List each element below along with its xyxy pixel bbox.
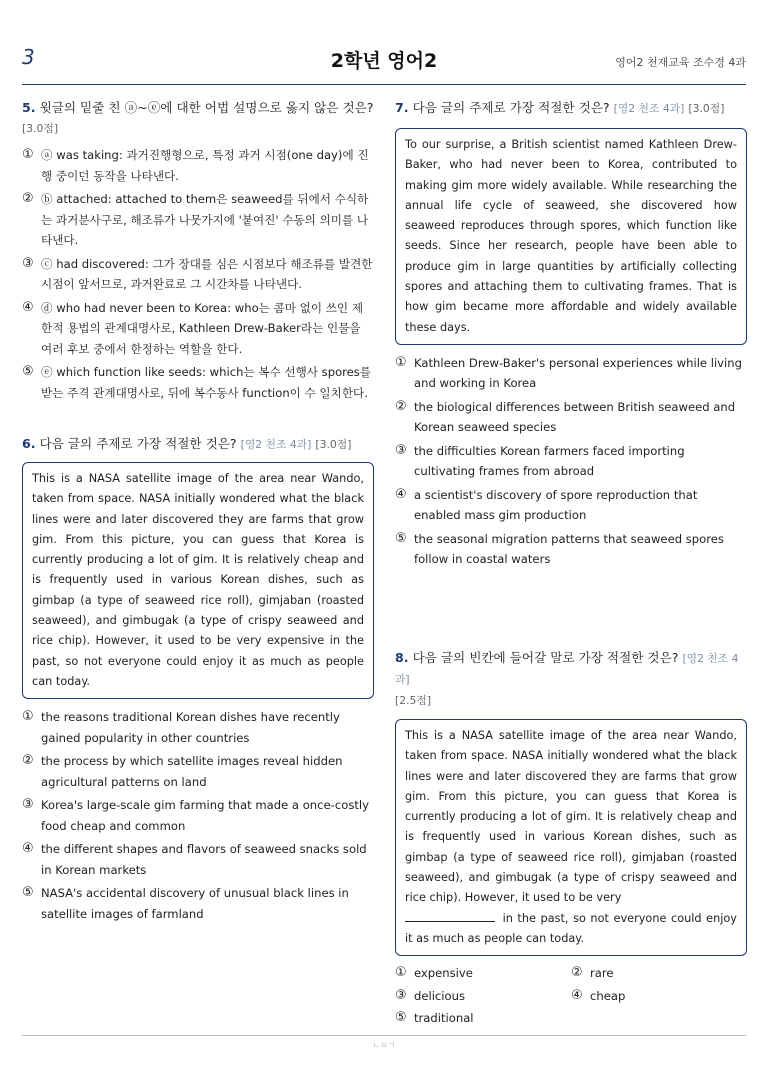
option-3[interactable] xyxy=(22,795,374,836)
passage-box: To our surprise, a British scientist named Kathleen Drew-Baker, who had never been to Korea, contributed to making gim more widely available. While researching the annual life cycle of seaweed, she discovered how seaweed reproduces through spores, which function like seeds. Since her research, people have been able to produce gim in large quantities by artificially collecting spores and attaching them to cultivating frames. That is how gim became more affordable and widely available these days. xyxy=(395,128,747,345)
option-text: ⓑ attached: attached to them은 seaweed를 뒤에서 수식하는 과거분사구로, 해조류가 나뭇가지에 '붙여진' 수동의 의미를 나타낸다. xyxy=(41,192,369,247)
footer-divider xyxy=(22,1035,746,1036)
option-marker: ④ xyxy=(22,299,34,315)
option-marker: ④ xyxy=(395,486,407,502)
question-text: 다음 글의 빈칸에 들어갈 말로 가장 적절한 것은? xyxy=(412,649,679,665)
question-6-title xyxy=(22,434,374,455)
option-1[interactable] xyxy=(22,145,374,186)
option-text: the process by which satellite images reveal hidden agricultural patterns on land xyxy=(41,754,343,789)
question-5-title xyxy=(22,98,374,118)
option-marker: ④ xyxy=(571,987,583,1003)
option-text: expensive xyxy=(414,966,473,981)
question-source: [영2 천조 4과] xyxy=(240,438,312,451)
question-points: [3.0점] xyxy=(22,122,59,135)
question-number: 5. xyxy=(22,100,36,115)
option-marker: ② xyxy=(22,753,34,769)
question-5 xyxy=(22,98,374,403)
option-marker: ② xyxy=(395,398,407,414)
option-text: ⓔ which function like seeds: which는 복수 선행사 spores를 받는 주격 관계대명사로, 뒤에 복수동사 function이 수 일치한다. xyxy=(41,365,372,400)
question-6 xyxy=(22,434,374,924)
question-text: 다음 글의 주제로 가장 적절한 것은? xyxy=(39,436,237,451)
passage-text-after: in the past, so not everyone could enjoy it as much as people can today. xyxy=(405,911,737,945)
option-text: traditional xyxy=(414,1011,474,1026)
option-marker: ① xyxy=(395,965,407,981)
question-7 xyxy=(395,98,747,570)
option-2[interactable] xyxy=(571,963,747,984)
option-marker: ③ xyxy=(22,255,34,271)
option-text: ⓓ who had never been to Korea: who는 콤마 없이 쓰인 제한적 용법의 관계대명사로, Kathleen Drew-Baker라는 인물을 여러 후보 중에서 한정하는 역할을 한다. xyxy=(41,300,364,356)
option-5[interactable] xyxy=(395,1008,571,1029)
passage-box xyxy=(395,719,747,956)
option-4[interactable] xyxy=(395,485,747,526)
option-5[interactable] xyxy=(22,883,374,924)
option-2[interactable] xyxy=(22,189,374,251)
page-title: 2학년 영어2 xyxy=(330,50,438,72)
option-5[interactable] xyxy=(395,529,747,570)
question-number: 7. xyxy=(395,100,409,115)
question-8 xyxy=(395,648,747,1029)
option-2[interactable] xyxy=(22,751,374,792)
option-marker: ⑤ xyxy=(395,1010,407,1026)
option-4[interactable] xyxy=(22,839,374,880)
option-marker: ⑤ xyxy=(22,885,34,901)
option-marker: ② xyxy=(22,191,34,206)
left-column xyxy=(22,98,374,924)
question-points: [3.0점] xyxy=(688,102,725,115)
question-7-title xyxy=(395,98,747,119)
right-column xyxy=(395,98,747,1029)
question-source: [영2 천조 4과] xyxy=(395,651,739,686)
option-text: delicious xyxy=(414,988,466,1003)
option-2[interactable] xyxy=(395,397,747,438)
option-4[interactable] xyxy=(571,986,747,1007)
page-subtitle: 영어2 천재교육 조수경 4과 xyxy=(615,56,746,69)
option-text: a scientist's discovery of spore reproduction that enabled mass gim production xyxy=(414,487,698,523)
option-text: cheap xyxy=(590,988,626,1003)
option-marker: ③ xyxy=(395,442,407,458)
option-3[interactable] xyxy=(395,441,747,482)
option-3[interactable] xyxy=(22,254,374,295)
option-marker: ③ xyxy=(395,987,407,1003)
option-text: ⓒ had discovered: 그가 장대를 심은 시점보다 해조류를 발견한 시점이 앞서므로, 과거완료로 그 시간차를 나타낸다. xyxy=(41,256,373,291)
option-text: the different shapes and flavors of seaweed snacks sold in Korean markets xyxy=(41,842,367,877)
option-text: the reasons traditional Korean dishes have recently gained popularity in other countries xyxy=(41,710,340,745)
question-8-title xyxy=(395,648,747,690)
option-marker: ① xyxy=(22,147,34,162)
question-points: [3.0점] xyxy=(315,438,352,451)
option-text: the seasonal migration patterns that seaweed spores follow in coastal waters xyxy=(414,531,724,567)
option-text: the biological differences between British seaweed and Korean seaweed species xyxy=(414,399,736,435)
answer-blank xyxy=(405,910,495,922)
passage-text-before: This is a NASA satellite image of the area near Wando, taken from space. NASA initially wondered what the black lines were and later discovered they are farms that grow gim. From this picture, you can guess that Korea is currently producing a lot of gim. It is relatively cheap and is frequently used in various Korean dishes, such as gimbap (a type of seaweed rice roll), gimjaban (roasted seaweed), and gimbugak (a type of crispy seaweed and rice chip). However, it used to be very xyxy=(405,728,737,905)
passage-box: This is a NASA satellite image of the area near Wando, taken from space. NASA initially wondered what the black lines were and later discovered they are farms that grow gim. From this picture, you can guess that Korea is currently producing a lot of gim. It is relatively cheap and is frequently used in various Korean dishes, such as gimbap (a type of seaweed rice roll), gimjaban (roasted seaweed), and gimbugak (a type of crispy seaweed and rice chip). However, it used to be very expensive in the past, so not everyone could enjoy it as much as people can today. xyxy=(22,462,374,699)
option-marker: ③ xyxy=(22,797,34,813)
footer-text: ㄴㅇㄱ xyxy=(372,1041,396,1050)
option-1[interactable] xyxy=(22,707,374,748)
option-4[interactable] xyxy=(22,298,374,360)
option-marker: ⑤ xyxy=(395,530,407,546)
question-points: [2.5점] xyxy=(395,693,432,707)
option-text: the difficulties Korean farmers faced importing cultivating frames from abroad xyxy=(414,443,685,479)
page-header xyxy=(0,0,768,88)
option-text: ⓐ was taking: 과거진행형으로, 특정 과거 시점(one day)에 진행 중이던 동작을 나타낸다. xyxy=(41,148,369,183)
question-source: [영2 천조 4과] xyxy=(613,102,685,115)
option-text: NASA's accidental discovery of unusual black lines in satellite images of farmland xyxy=(41,886,349,921)
option-marker: ① xyxy=(22,709,34,725)
question-text: 윗글의 밑줄 친 ⓐ~ⓔ에 대한 어법 설명으로 옳지 않은 것은? xyxy=(39,100,374,115)
question-text: 다음 글의 주제로 가장 적절한 것은? xyxy=(412,100,610,115)
option-1[interactable] xyxy=(395,353,747,394)
option-text: Korea's large-scale gim farming that made a once-costly food cheap and common xyxy=(41,798,369,833)
page-number: 3 xyxy=(22,45,35,69)
option-marker: ② xyxy=(571,965,583,981)
option-5[interactable] xyxy=(22,362,374,403)
option-1[interactable] xyxy=(395,963,571,984)
question-number: 6. xyxy=(22,436,36,451)
option-marker: ① xyxy=(395,354,407,370)
question-number: 8. xyxy=(395,649,409,665)
option-3[interactable] xyxy=(395,986,571,1007)
option-marker: ④ xyxy=(22,841,34,857)
header-divider xyxy=(22,84,746,85)
option-text: Kathleen Drew-Baker's personal experiences while living and working in Korea xyxy=(414,355,742,391)
option-text: rare xyxy=(590,966,614,981)
option-marker: ⑤ xyxy=(22,364,34,379)
